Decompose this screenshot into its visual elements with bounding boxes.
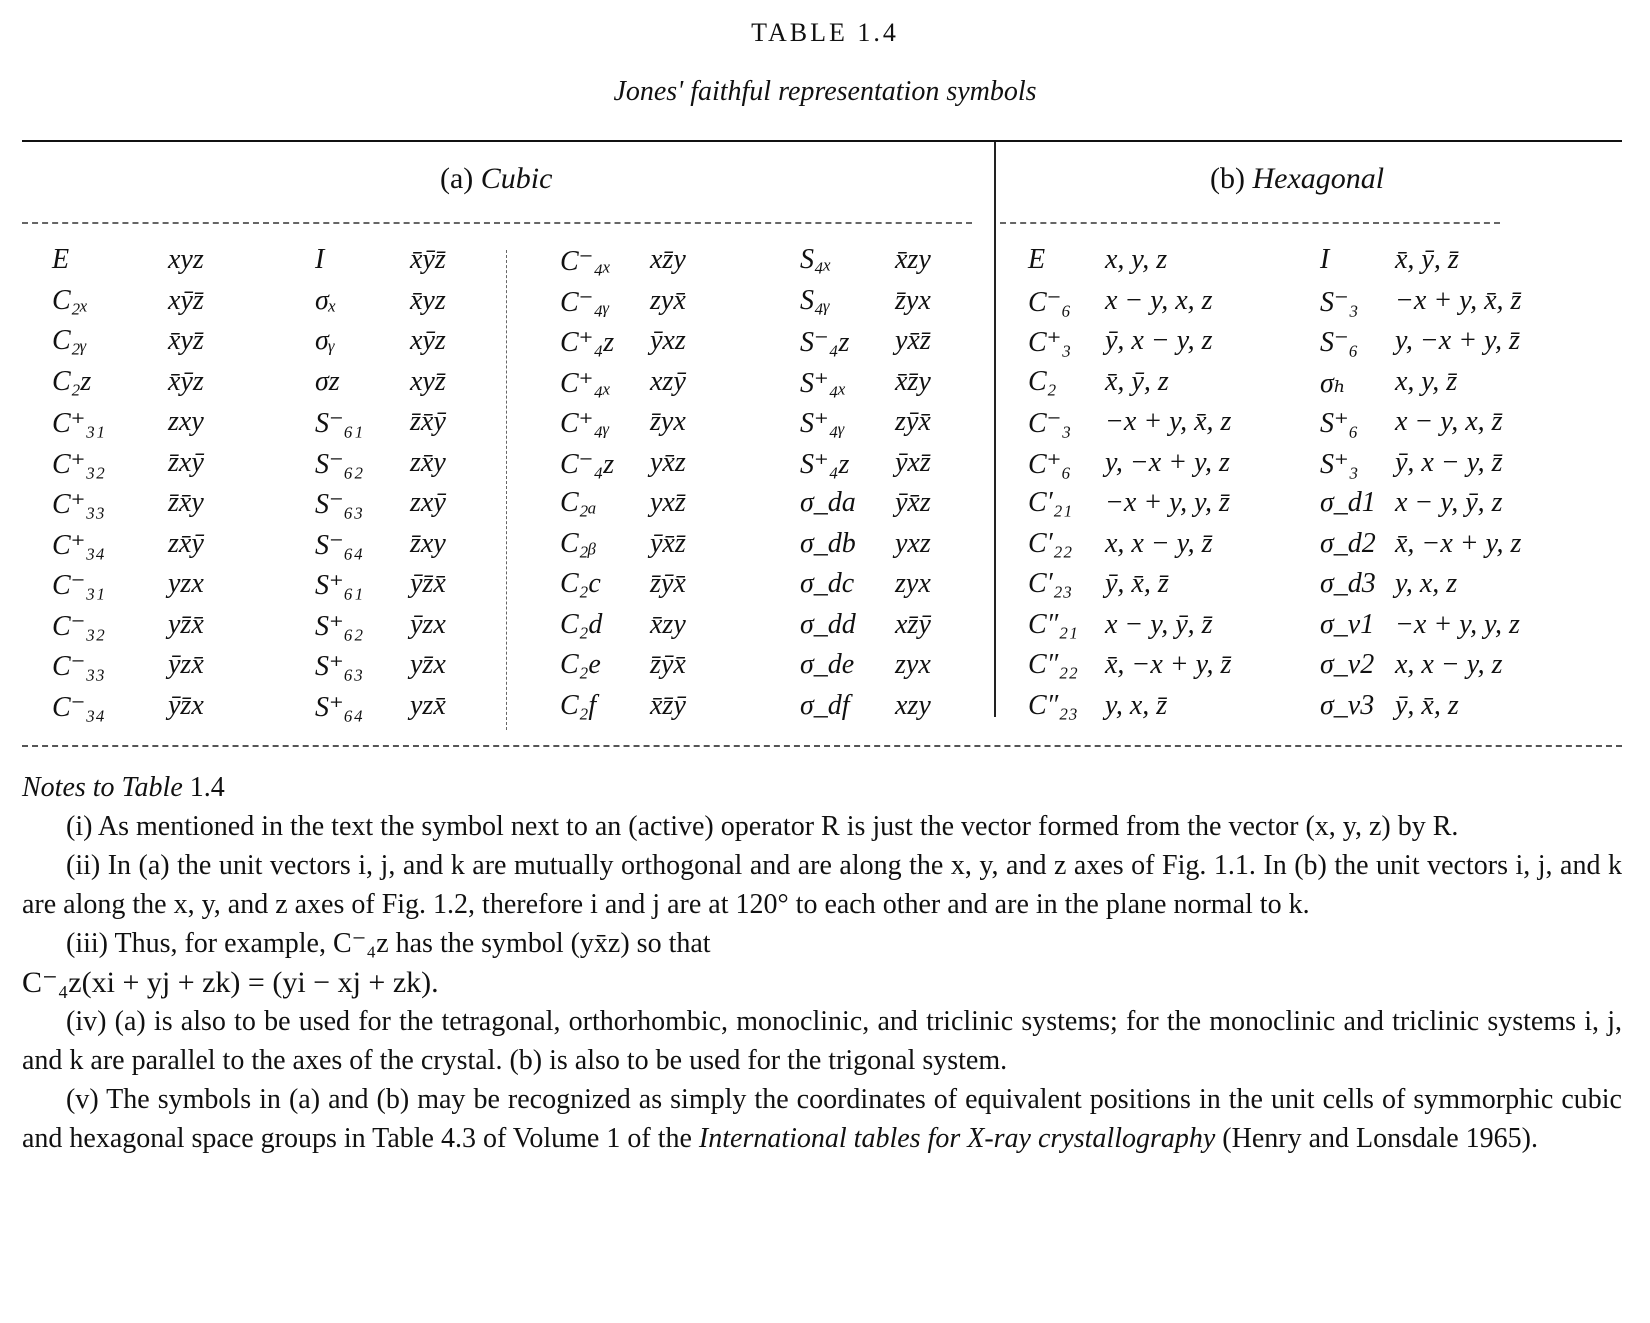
cubic-operator: C⁺₃₃ <box>52 489 105 520</box>
cubic-operator: C⁺₃₂ <box>52 448 105 480</box>
cubic-symbol: ȳz̄x <box>168 689 204 721</box>
note-v <box>22 1080 1622 1158</box>
hex-operator: C⁻₆ <box>1028 286 1072 318</box>
cubic-symbol: zx̄ȳ <box>168 527 204 559</box>
cubic-operator: S⁺₆₁ <box>315 570 364 601</box>
cubic-operator: C⁻₄ᵧ <box>560 286 610 318</box>
cubic-operator: S⁻₆₁ <box>315 408 364 439</box>
hex-operator: I <box>1320 244 1330 275</box>
cubic-operator: S⁺₄z <box>800 448 850 480</box>
cubic-operator: C⁻₃₃ <box>52 651 105 682</box>
cubic-symbol: x̄z̄ȳ <box>650 689 686 721</box>
hex-symbol: x, x − y, z̄ <box>1105 527 1213 559</box>
hex-operator: S⁺₃ <box>1320 448 1359 480</box>
hex-symbol: ȳ, x̄, z <box>1395 689 1459 721</box>
cubic-operator: I <box>315 244 325 275</box>
section-divider <box>994 142 996 717</box>
cubic-symbol: x̄zy <box>895 244 931 275</box>
cubic-operator: S₄ₓ <box>800 244 832 275</box>
notes-heading-italic: Notes to Table <box>22 772 183 803</box>
cubic-symbol: xȳz <box>410 325 446 356</box>
hex-operator: C′₂₁ <box>1028 487 1073 518</box>
cubic-symbol: z̄yx <box>650 406 686 437</box>
cubic-operator: σ_dd <box>800 608 856 640</box>
section-heading-hexagonal <box>1210 162 1384 196</box>
cubic-symbol: yxz̄ <box>650 487 686 518</box>
cubic-operator: S₄ᵧ <box>800 284 831 316</box>
cubic-symbol: ȳzx <box>410 608 446 640</box>
cubic-operator: C₂f <box>560 689 597 721</box>
note-v-text: (v) The symbols in (a) and (b) may be recognized as simply the coordinates of equivalent positions in the unit cells of symmorphic cubic and hexagonal space groups in Table 4.3 of Volume 1 of the <box>22 1084 1622 1154</box>
cubic-sub-rule <box>22 222 972 224</box>
cubic-symbol: xzy <box>895 689 931 721</box>
section-prefix-hexagonal: (b) <box>1210 162 1245 195</box>
hex-symbol: −x + y, x̄, z <box>1105 406 1232 437</box>
cubic-symbol: xyz̄ <box>410 365 446 397</box>
cubic-column-divider <box>506 250 507 730</box>
cubic-operator: C⁻₄z <box>560 448 615 480</box>
note-v-title: International tables for X-ray crystallography <box>698 1123 1216 1154</box>
hex-operator: C′₂₃ <box>1028 568 1073 599</box>
cubic-operator: S⁺₆₂ <box>315 610 364 642</box>
cubic-operator: C₂c <box>560 568 601 599</box>
cubic-symbol: z̄x̄y <box>168 487 204 518</box>
cubic-symbol: x̄zy <box>650 608 686 640</box>
cubic-symbol: x̄yz <box>410 284 446 316</box>
cubic-symbol: xz̄y <box>650 244 686 275</box>
cubic-symbol: ȳx̄z̄ <box>650 527 686 559</box>
cubic-symbol: z̄ȳx̄ <box>650 649 686 680</box>
cubic-operator: S⁺₆₃ <box>315 651 364 682</box>
hex-operator: C⁺₃ <box>1028 327 1072 358</box>
hex-operator: σ_v2 <box>1320 649 1375 680</box>
hex-operator: σ_v3 <box>1320 689 1375 721</box>
hex-operator: S⁻₆ <box>1320 327 1359 358</box>
cubic-operator: σz <box>315 365 340 397</box>
cubic-operator: C₂d <box>560 608 603 640</box>
hex-symbol: x̄, ȳ, z <box>1105 365 1169 397</box>
hex-symbol: −x + y, x̄, z̄ <box>1395 284 1522 316</box>
cubic-operator: C₂ᵦ <box>560 527 597 559</box>
cubic-operator: C⁺₃₄ <box>52 529 105 561</box>
hex-symbol: x, x − y, z <box>1395 649 1503 680</box>
cubic-symbol: ȳz̄x̄ <box>410 568 446 599</box>
cubic-operator: C⁻₃₄ <box>52 691 105 723</box>
cubic-symbol: z̄xy <box>410 527 446 559</box>
hex-symbol: y, −x + y, z̄ <box>1395 325 1520 356</box>
cubic-operator: σ_db <box>800 527 856 559</box>
note-v-citation: (Henry and Lonsdale 1965). <box>1222 1123 1538 1154</box>
hex-symbol: ȳ, x − y, z <box>1105 325 1213 356</box>
cubic-symbol: yx̄z <box>650 446 686 478</box>
cubic-symbol: ȳxz <box>650 325 686 356</box>
cubic-operator: σ_df <box>800 689 850 721</box>
cubic-operator: σ_dc <box>800 568 855 599</box>
hex-operator: σ_d3 <box>1320 568 1376 599</box>
table-top-rule <box>22 140 1622 142</box>
hex-operator: S⁻₃ <box>1320 286 1359 318</box>
cubic-operator: σₓ <box>315 284 337 316</box>
cubic-symbol: xȳz̄ <box>168 284 204 316</box>
table-caption: Jones' faithful representation symbols <box>613 76 1037 107</box>
hex-operator: C″₂₁ <box>1028 608 1078 640</box>
cubic-symbol: z̄xȳ <box>168 446 204 478</box>
table-label: TABLE 1.4 <box>751 18 899 47</box>
hex-operator: S⁺₆ <box>1320 408 1359 439</box>
hex-symbol: ȳ, x − y, z̄ <box>1395 446 1503 478</box>
hex-symbol: x, y, z̄ <box>1395 365 1458 397</box>
cubic-operator: σ_de <box>800 649 855 680</box>
hex-operator: C″₂₂ <box>1028 649 1078 680</box>
cubic-symbol: x̄z̄y <box>895 365 931 397</box>
cubic-symbol: zȳx̄ <box>895 406 931 437</box>
cubic-symbol: z̄ȳx̄ <box>650 568 686 599</box>
cubic-operator: C⁻₃₁ <box>52 570 105 601</box>
cubic-symbol: x̄ȳz̄ <box>410 244 446 275</box>
section-heading-cubic <box>440 162 552 196</box>
hex-operator: C″₂₃ <box>1028 689 1078 721</box>
cubic-operator: S⁻₄z <box>800 327 850 358</box>
cubic-symbol: zxȳ <box>410 487 446 518</box>
cubic-symbol: xz̄ȳ <box>895 608 931 640</box>
hex-symbol: x − y, ȳ, z <box>1395 487 1503 518</box>
hex-operator: σ_v1 <box>1320 608 1375 640</box>
hex-symbol: y, x, z̄ <box>1105 689 1168 721</box>
hex-operator: C⁻₃ <box>1028 408 1072 439</box>
hex-symbol: x̄, −x + y, z̄ <box>1105 649 1232 680</box>
cubic-symbol: yx̄z̄ <box>895 325 931 356</box>
hex-operator: σ_d2 <box>1320 527 1376 559</box>
cubic-operator: S⁺₆₄ <box>315 691 364 723</box>
section-title-hexagonal: Hexagonal <box>1252 162 1385 195</box>
cubic-symbol: yxz <box>895 527 931 559</box>
cubic-operator: C₂e <box>560 649 601 680</box>
cubic-symbol: x̄ȳz <box>168 365 204 397</box>
notes-heading <box>22 768 1622 807</box>
notes-heading-number: 1.4 <box>189 772 225 803</box>
note-iii: (iii) Thus, for example, C⁻₄z has the symbol (yx̄z) so that <box>66 928 711 959</box>
hex-operator: σ_d1 <box>1320 487 1376 518</box>
note-iv: (iv) (a) is also to be used for the tetragonal, orthorhombic, monoclinic, and triclinic systems; for the monoclinic and triclinic systems i, j, and k are parallel to the axes of the crystal. (b) is also to be used for the trigonal system. <box>22 1006 1622 1076</box>
cubic-operator: C⁻₄ₓ <box>560 246 612 277</box>
hex-operator: C⁺₆ <box>1028 448 1072 480</box>
cubic-operator: S⁻₆₃ <box>315 489 364 520</box>
hex-operator: C′₂₂ <box>1028 527 1073 559</box>
hex-symbol: y, x, z <box>1395 568 1458 599</box>
cubic-symbol: xyz <box>168 244 204 275</box>
cubic-symbol: yzx̄ <box>410 689 446 721</box>
cubic-operator: C⁺₄z <box>560 327 615 358</box>
hex-symbol: x̄, −x + y, z <box>1395 527 1522 559</box>
table-notes <box>22 768 1622 1158</box>
hex-symbol: ȳ, x̄, z̄ <box>1105 568 1169 599</box>
cubic-operator: S⁺₄ₓ <box>800 367 847 399</box>
cubic-operator: σᵧ <box>315 325 336 356</box>
cubic-symbol: z̄yx <box>895 284 931 316</box>
cubic-symbol: xzȳ <box>650 365 686 397</box>
cubic-symbol: yzx <box>168 568 204 599</box>
cubic-operator: σ_da <box>800 487 856 518</box>
cubic-symbol: zyx <box>895 649 931 680</box>
hex-symbol: x − y, x, z <box>1105 284 1213 316</box>
hex-symbol: y, −x + y, z <box>1105 446 1230 478</box>
cubic-symbol: zyx̄ <box>650 284 686 316</box>
cubic-operator: C⁺₃₁ <box>52 408 105 439</box>
cubic-symbol: yz̄x̄ <box>168 608 204 640</box>
cubic-operator: S⁻₆₂ <box>315 448 364 480</box>
hex-symbol: x̄, ȳ, z̄ <box>1395 244 1459 275</box>
cubic-operator: C⁺₄ₓ <box>560 367 612 399</box>
table-bottom-rule <box>22 745 1622 747</box>
cubic-operator: C₂ₐ <box>560 487 597 518</box>
section-prefix-cubic: (a) <box>440 162 474 195</box>
cubic-symbol: ȳzx̄ <box>168 649 204 680</box>
section-title-cubic: Cubic <box>480 162 553 195</box>
cubic-symbol: ȳxz̄ <box>895 446 931 478</box>
hex-operator: C₂ <box>1028 365 1057 397</box>
hex-symbol: x, y, z <box>1105 244 1168 275</box>
cubic-symbol: x̄yz̄ <box>168 325 204 356</box>
hex-symbol: −x + y, y, z̄ <box>1105 487 1230 518</box>
cubic-symbol: ȳx̄z <box>895 487 931 518</box>
cubic-operator: C₂z <box>52 365 92 397</box>
hex-operator: σₕ <box>1320 367 1346 399</box>
cubic-operator: C⁺₄ᵧ <box>560 408 610 439</box>
hex-symbol: −x + y, y, z <box>1395 608 1520 640</box>
cubic-operator: C⁻₃₂ <box>52 610 105 642</box>
cubic-operator: E <box>52 244 70 275</box>
cubic-operator: S⁻₆₄ <box>315 529 364 561</box>
note-ii: (ii) In (a) the unit vectors i, j, and k are mutually orthogonal and are along the x, y, and z axes of Fig. 1.1. In (b) the unit vectors i, j, and k are along the x, y, and z axes of Fig. 1.2, therefore i and j are at 120° to each other and are in the plane normal to k. <box>22 850 1622 920</box>
hex-symbol: x − y, x, z̄ <box>1395 406 1503 437</box>
cubic-operator: C₂ᵧ <box>52 325 87 356</box>
note-i: (i) As mentioned in the text the symbol next to an (active) operator R is just the vector formed from the vector (x, y, z) by R. <box>66 811 1459 842</box>
hexagonal-sub-rule <box>1000 222 1500 224</box>
cubic-operator: S⁺₄ᵧ <box>800 408 845 439</box>
cubic-operator: C₂ₓ <box>52 284 89 316</box>
cubic-symbol: z̄x̄ȳ <box>410 406 446 437</box>
cubic-symbol: zyx <box>895 568 931 599</box>
cubic-symbol: zxy <box>168 406 204 437</box>
hex-operator: E <box>1028 244 1046 275</box>
cubic-symbol: yz̄x <box>410 649 446 680</box>
hex-symbol: x − y, ȳ, z̄ <box>1105 608 1213 640</box>
note-formula: C⁻₄z(xi + yj + zk) = (yi − xj + zk). <box>22 966 439 999</box>
cubic-symbol: zx̄y <box>410 446 446 478</box>
